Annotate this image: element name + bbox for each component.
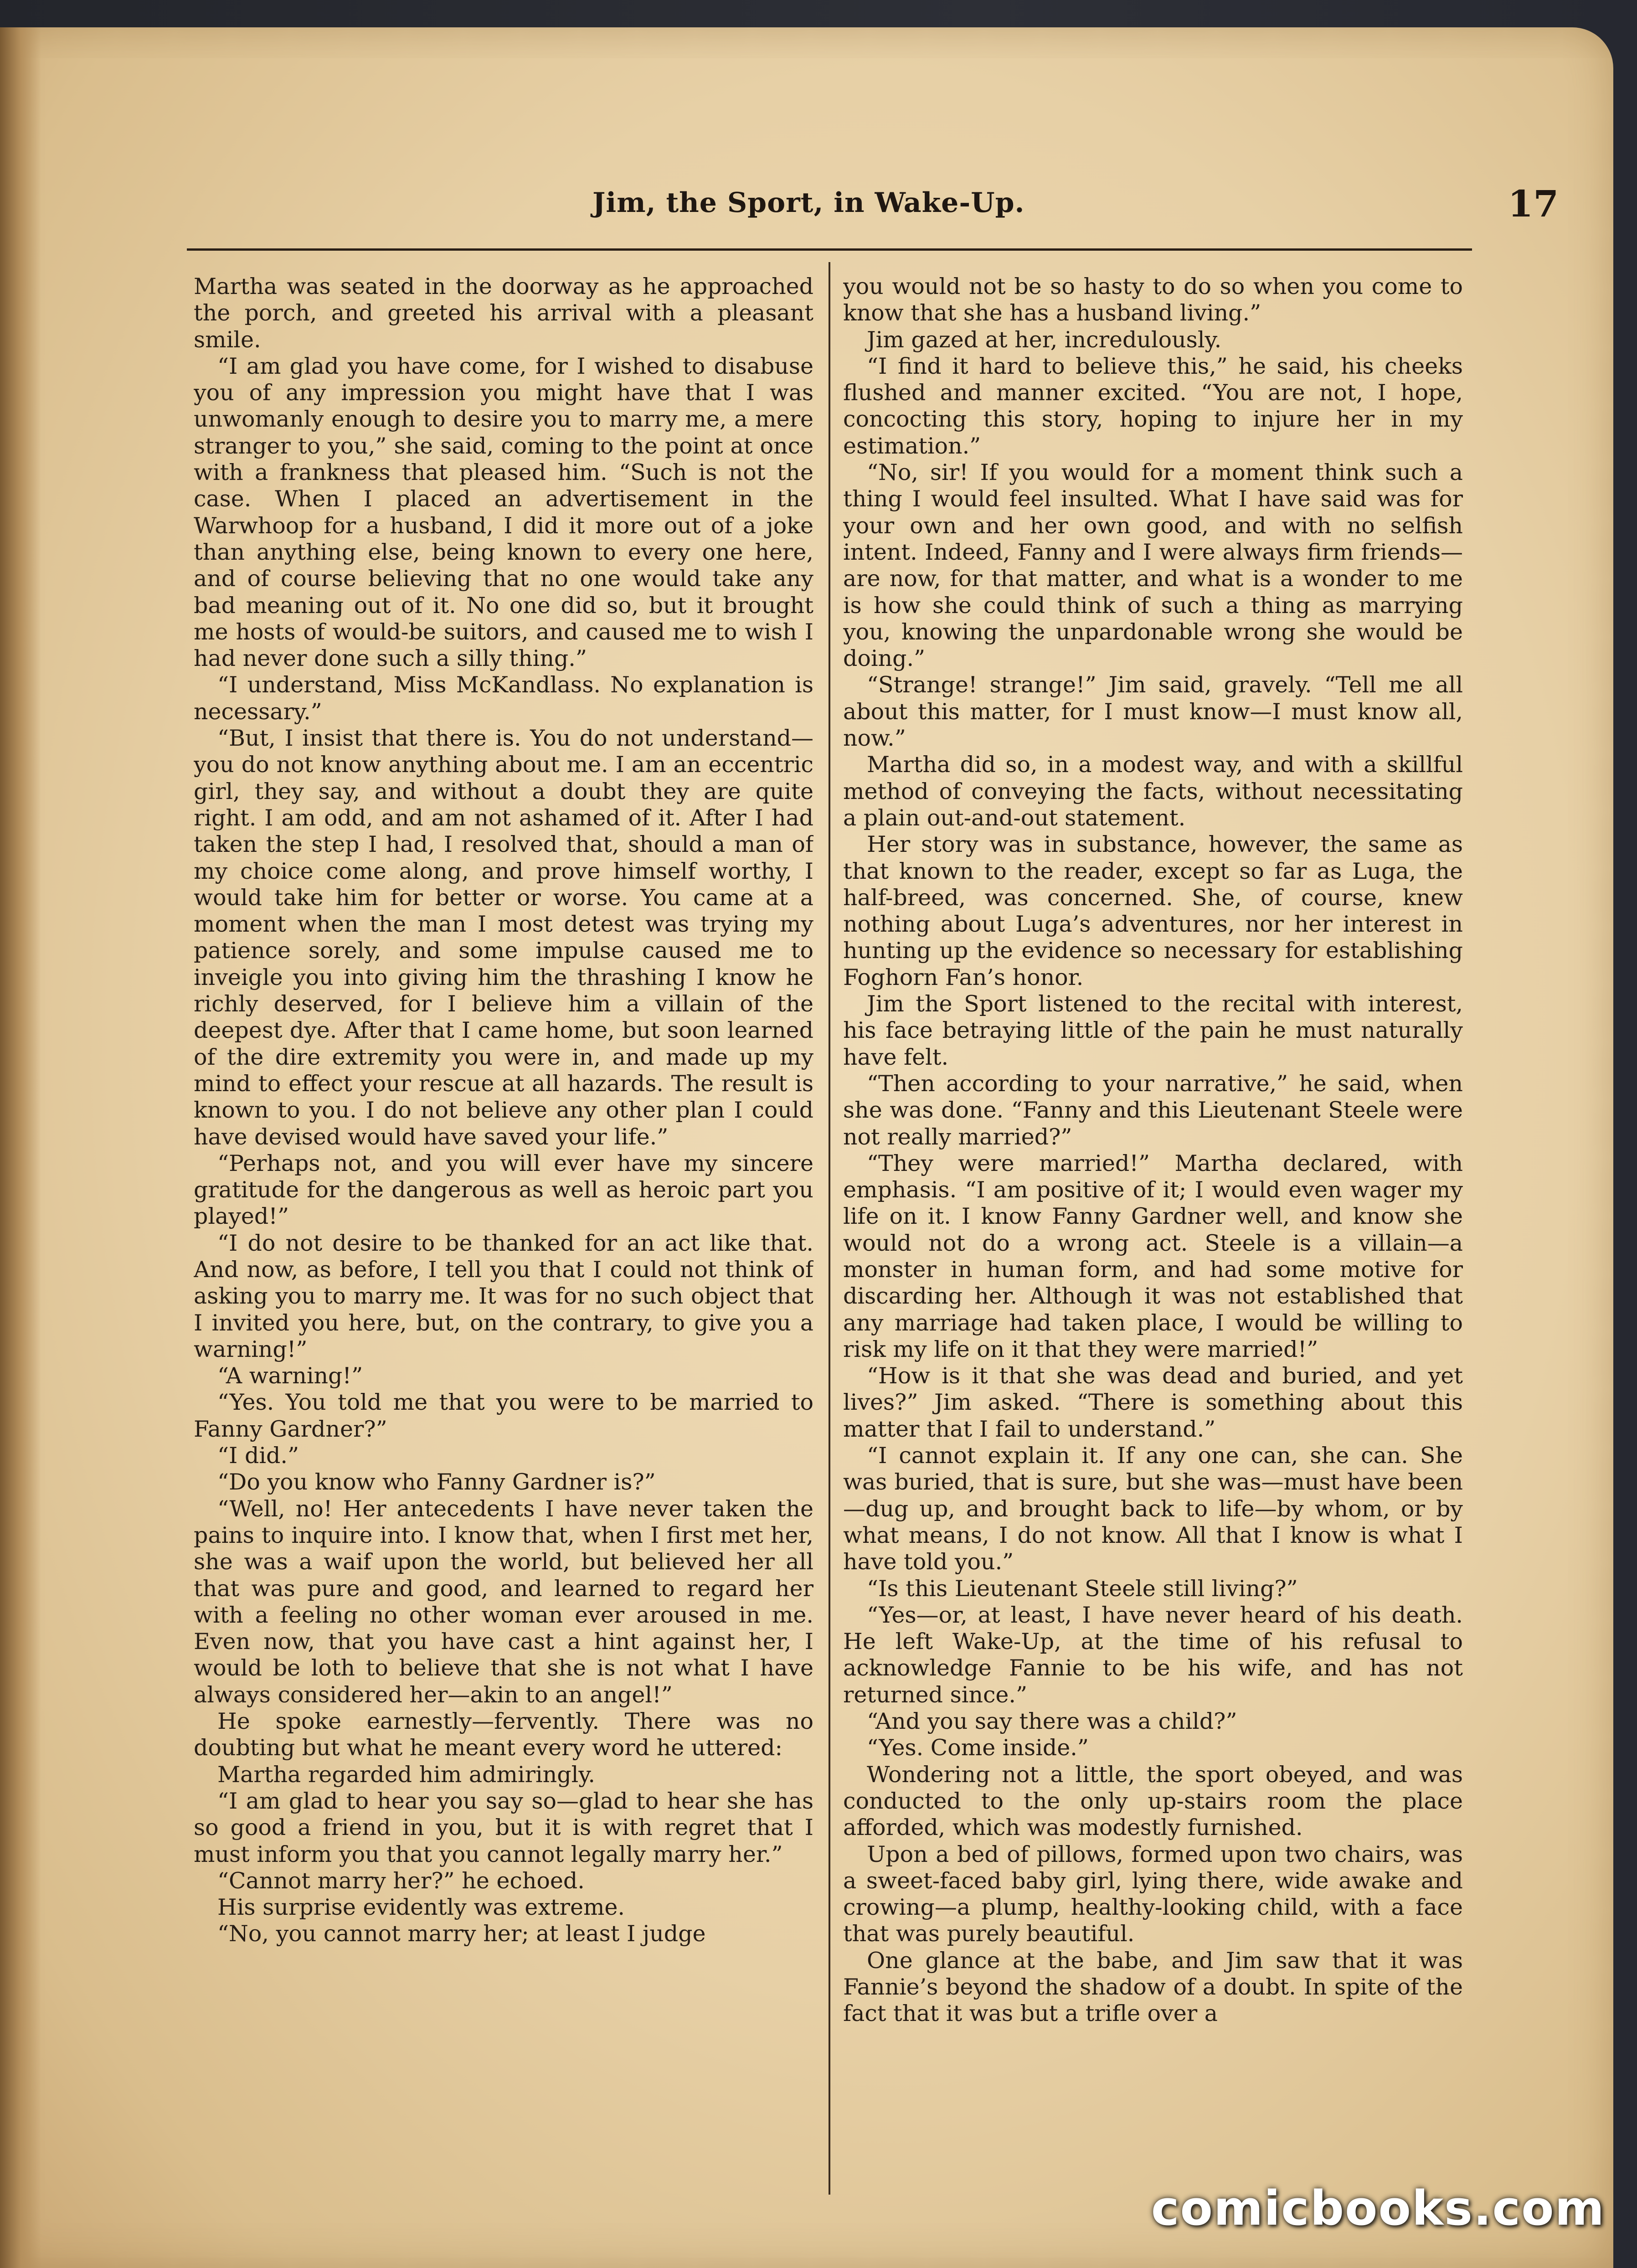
paragraph: “I understand, Miss McKandlass. No explanation is necessary.” xyxy=(194,672,813,725)
paragraph: “Yes—or, at least, I have never heard of his death. He left Wake-Up, at the time of his refusal to acknowledge Fannie to be his wife, and has not returned since.” xyxy=(843,1602,1463,1708)
paragraph: “But, I insist that there is. You do not understand—you do not know anything about me. I am an eccentric girl, they say, and without a doubt they are quite right. I am odd, and am not ashamed of it. After I had taken the step I had, I resolved that, should a man of my choice come along, and prove himself worthy, I would take him for better or worse. You came at a moment when the man I most detest was trying my patience sorely, and some impulse caused me to inveigle you into giving him the thrashing I know he richly deserved, for I believe him a villain of the deepest dye. After that I came home, but soon learned of the dire extremity you were in, and made up my mind to effect your rescue at all hazards. The result is known to you. I do not believe any other plan I could have devised would have saved your life.” xyxy=(194,725,813,1150)
paragraph: “And you say there was a child?” xyxy=(867,1708,1237,1735)
paragraph: Upon a bed of pillows, formed upon two chairs, was a sweet-faced baby girl, lying there, wide awake and crowing—a plump, healthy-looking child, with a face that was purely beautiful. xyxy=(843,1841,1463,1947)
paragraph: “I do not desire to be thanked for an act like that. And now, as before, I tell you that I could not think of asking you to marry me. It was for no such object that I invited you here, but, on the contrary, to give you a warning!” xyxy=(194,1230,813,1362)
paragraph: Jim gazed at her, incredulously. xyxy=(867,326,1222,353)
paragraph: “Well, no! Her antecedents I have never taken the pains to inquire into. I know that, when I first met her, she was a waif upon the world, but believed her all that was pure and good, and learned to regard her with a feeling no other woman ever aroused in me. Even now, that you have cast a hint against her, I would be loth to believe that she is not what I have always considered her—akin to an angel!” xyxy=(194,1495,813,1708)
paragraph: “Yes. Come inside.” xyxy=(867,1735,1089,1761)
text-column-left xyxy=(194,273,813,2206)
text-column-right xyxy=(843,273,1463,2206)
paragraph: “A warning!” xyxy=(217,1363,363,1389)
paragraph: “Is this Lieutenant Steele still living?” xyxy=(867,1575,1298,1602)
paragraph: Her story was in substance, however, the same as that known to the reader, except so far as Luga, the half-breed, was concerned. She, of course, knew nothing about Luga’s adventures, nor her interest in hunting up the evidence so necessary for establishing Foghorn Fan’s honor. xyxy=(843,831,1463,990)
running-title: Jim, the Sport, in Wake-Up. xyxy=(592,187,1025,219)
paragraph: “Do you know who Fanny Gardner is?” xyxy=(217,1469,656,1495)
paragraph: Martha regarded him admiringly. xyxy=(217,1761,596,1788)
paragraph: “Then according to your narrative,” he said, when she was done. “Fanny and this Lieutenant Steele were not really married?” xyxy=(843,1070,1463,1150)
paragraph: “I find it hard to believe this,” he said, his cheeks flushed and manner excited. “You are not, I hope, concocting this story, hoping to injure her in my estimation.” xyxy=(843,353,1463,459)
paragraph: “I did.” xyxy=(217,1443,299,1469)
paragraph: “I am glad to hear you say so—glad to hear she has so good a friend in you, but it is with regret that I must inform you that you cannot legally marry her.” xyxy=(194,1788,813,1867)
paragraph: “I am glad you have come, for I wished to disabuse you of any impression you might have that I was unwomanly enough to desire you to marry me, a mere stranger to you,” she said, coming to the point at once with a frankness that pleased him. “Such is not the case. When I placed an advertisement in the Warwhoop for a husband, I did it more out of a joke than anything else, being known to every one here, and of course believing that no one would take any bad meaning out of it. No one did so, but it brought me hosts of would-be suitors, and caused me to wish I had never done such a silly thing.” xyxy=(194,353,813,672)
paragraph: His surprise evidently was extreme. xyxy=(217,1894,625,1921)
paragraph: “They were married!” Martha declared, with emphasis. “I am positive of it; I would even wager my life on it. I know Fanny Gardner well, and know she would not do a wrong act. Steele is a villain—a monster in human form, and had some motive for discarding her. Although it was not established that any marriage had taken place, I would be willing to risk my life on it that they were married!” xyxy=(843,1150,1463,1362)
column-divider xyxy=(829,262,830,2195)
paragraph: Jim the Sport listened to the recital with interest, his face betraying little of the pain he must naturally have felt. xyxy=(843,991,1463,1070)
paragraph: you would not be so hasty to do so when you come to know that she has a husband living.” xyxy=(843,273,1463,326)
paragraph: “No, sir! If you would for a moment think such a thing I would feel insulted. What I have said was for your own and her own good, and with no selfish intent. Indeed, Fanny and I were always firm friends—are now, for that matter, and what is a wonder to me is how she could think of such a thing as marrying you, knowing the unpardonable wrong she would be doing.” xyxy=(843,459,1463,672)
paragraph: “How is it that she was dead and buried, and yet lives?” Jim asked. “There is something about this matter that I fail to understand.” xyxy=(843,1363,1463,1442)
running-head xyxy=(191,169,1559,237)
paragraph: He spoke earnestly—fervently. There was no doubting but what he meant every word he uttered: xyxy=(194,1708,813,1761)
page-gutter-shadow xyxy=(0,27,41,2268)
watermark: comicbooks.com xyxy=(1151,2180,1605,2236)
header-rule xyxy=(187,248,1472,251)
paragraph: “Yes. You told me that you were to be married to Fanny Gardner?” xyxy=(194,1389,813,1442)
paragraph: Martha was seated in the doorway as he approached the porch, and greeted his arrival with a pleasant smile. xyxy=(194,273,813,353)
paragraph: “Cannot marry her?” he echoed. xyxy=(217,1867,585,1894)
paragraph: “I cannot explain it. If any one can, she can. She was buried, that is sure, but she was—must have been—dug up, and brought back to life—by whom, or by what means, I do not know. All that I know is what I have told you.” xyxy=(843,1443,1463,1575)
paragraph: Wondering not a little, the sport obeyed, and was conducted to the only up-stairs room the place afforded, which was modestly furnished. xyxy=(843,1761,1463,1841)
paragraph: Martha did so, in a modest way, and with a skillful method of conveying the facts, without necessitating a plain out-and-out statement. xyxy=(843,752,1463,831)
paragraph: “Perhaps not, and you will ever have my sincere gratitude for the dangerous as well as heroic part you played!” xyxy=(194,1150,813,1230)
page-number: 17 xyxy=(1508,182,1559,225)
paragraph: “Strange! strange!” Jim said, gravely. “Tell me all about this matter, for I must know—I must know all, now.” xyxy=(843,672,1463,752)
paragraph: “No, you cannot marry her; at least I judge xyxy=(217,1921,706,1947)
paragraph: One glance at the babe, and Jim saw that it was Fannie’s beyond the shadow of a doubt. In spite of the fact that it was but a trifle over a xyxy=(843,1947,1463,2027)
